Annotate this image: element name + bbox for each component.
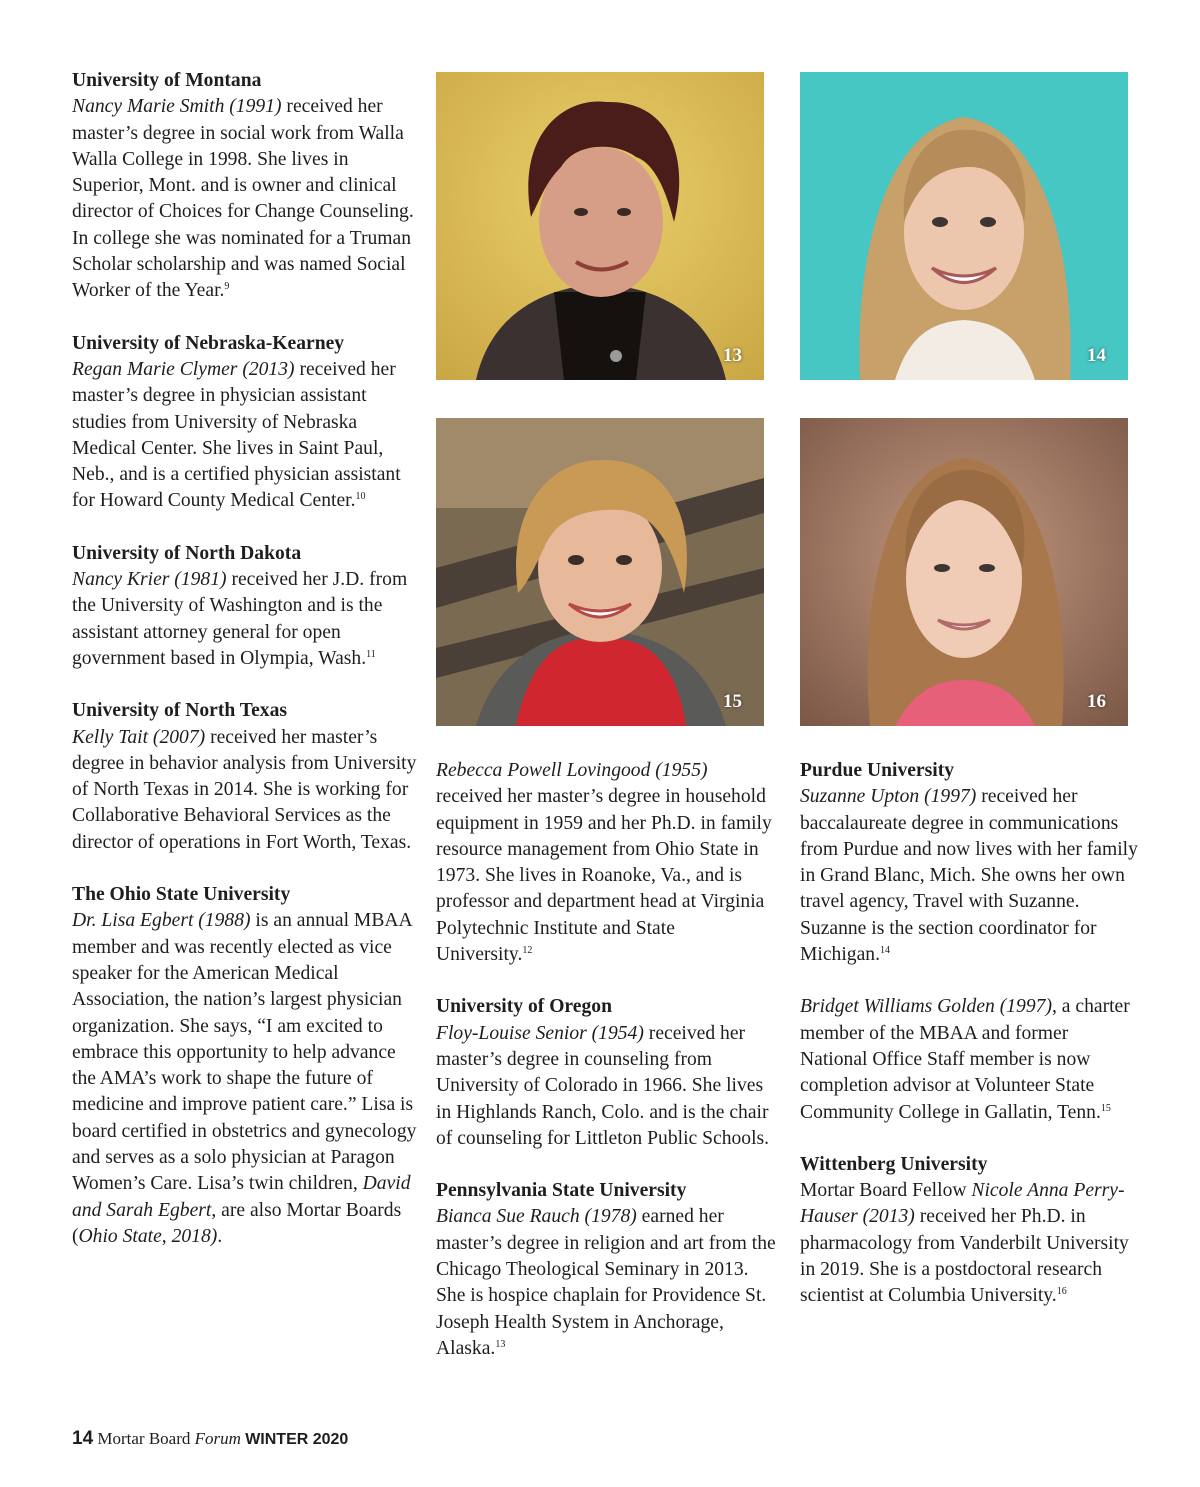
column-right <box>800 758 1140 1336</box>
photo-14 <box>800 72 1128 380</box>
entry-text: received her master’s degree in physician assistant studies from University of Nebraska Medical Center. She lives in Saint Paul, Neb., and is a certified physician assistant for Howard County Medical Center. <box>72 358 401 512</box>
entry-heading: University of North Texas <box>72 700 287 722</box>
alumnus-name: Regan Marie Clymer (2013) <box>72 358 295 380</box>
alumnus-name: Floy-Louise Senior (1954) <box>436 1022 644 1044</box>
entry-prefix: Mortar Board Fellow <box>800 1180 972 1202</box>
entry-golden <box>800 994 1140 1125</box>
photo-number: 13 <box>723 345 742 366</box>
entry-heading: University of North Dakota <box>72 542 302 564</box>
footnote-ref: 15 <box>1100 1102 1111 1114</box>
entry-north-dakota <box>72 541 417 672</box>
entry-text: received her master’s degree in behavior analysis from University of North Texas in 2014. She is working for Collaborative Behavioral Services as the director of operations in Fort Worth, Texas. <box>72 726 417 853</box>
entry-oregon <box>436 994 776 1152</box>
photo-13 <box>436 72 764 380</box>
photo-number: 15 <box>723 691 742 712</box>
footnote-ref: 10 <box>355 491 366 503</box>
photo-number: 16 <box>1087 691 1106 712</box>
column-middle <box>436 758 776 1388</box>
entry-text: , are also Mortar Boards ( <box>72 1199 402 1247</box>
portrait-image <box>436 418 764 726</box>
footnote-ref: 14 <box>880 945 890 957</box>
entry-text: . <box>217 1225 223 1247</box>
entry-heading: University of Oregon <box>436 996 612 1018</box>
entry-penn-state <box>436 1178 776 1362</box>
entry-text: , a charter member of the MBAA and former National Office Staff member is now completion advisor at Volunteer State Community College in Gallatin, Tenn. <box>800 996 1130 1123</box>
entry-wittenberg <box>800 1152 1140 1310</box>
entry-montana <box>72 68 417 305</box>
photo-number: 14 <box>1087 345 1106 366</box>
entry-ohio-state <box>72 882 417 1250</box>
alumnus-name: Bianca Sue Rauch (1978) <box>436 1206 637 1228</box>
alumnus-name: Rebecca Powell Lovingood (1955) <box>436 760 708 781</box>
alumnus-name: Suzanne Upton (1997) <box>800 786 977 808</box>
entry-text: received her master’s degree in social work from Walla Walla College in 1998. She lives in Superior, Mont. and is owner and clinical director of Choices for Change Counseling. In college she was nominated for a Truman Scholar scholarship and was named Social Worker of the Year. <box>72 96 414 302</box>
photo-16 <box>800 418 1128 726</box>
entry-text: received her Ph.D. in pharmacology from Vanderbilt University in 2019. She is a postdoctoral research scientist at Columbia University. <box>800 1206 1129 1307</box>
entry-text: received her master’s degree in counseling from University of Colorado in 1966. She lives in Highlands Ranch, Colo. and is the chair of counseling for Littleton Public Schools. <box>436 1022 770 1149</box>
entry-heading: Purdue University <box>800 760 955 781</box>
children-names: David and Sarah Egbert <box>72 1173 411 1221</box>
entry-text: received her master’s degree in household equipment in 1959 and her Ph.D. in family resource management from Ohio State in 1973. She lives in Roanoke, Va., and is professor and department head at Virginia Polytechnic Institute and State University. <box>436 786 772 966</box>
entry-text: earned her master’s degree in religion and art from the Chicago Theological Seminary in 2013. She is hospice chaplain for Providence St. Joseph Health System in Anchorage, Alaska. <box>436 1206 776 1359</box>
portrait-image <box>800 418 1128 726</box>
footnote-ref: 9 <box>224 281 230 293</box>
alumnus-name: Nancy Marie Smith (1991) <box>72 96 282 118</box>
alumnus-name: Dr. Lisa Egbert (1988) <box>72 910 251 932</box>
entry-heading: University of Nebraska-Kearney <box>72 332 345 354</box>
alumnus-name: Nancy Krier (1981) <box>72 569 227 591</box>
children-school: Ohio State, 2018) <box>78 1225 218 1247</box>
entry-text: received her J.D. from the University of Washington and is the assistant attorney general for open government based in Olympia, Wash. <box>72 569 408 669</box>
entry-purdue <box>800 758 1140 968</box>
page-number: 14 <box>72 1428 94 1449</box>
alumnus-name: Kelly Tait (2007) <box>72 726 206 748</box>
entry-heading: Pennsylvania State University <box>436 1180 687 1202</box>
footnote-ref: 16 <box>1056 1286 1067 1298</box>
alumnus-name: Bridget Williams Golden (1997) <box>800 996 1052 1018</box>
entry-heading: University of Montana <box>72 70 262 91</box>
entry-heading: Wittenberg University <box>800 1153 988 1175</box>
entry-lovingood <box>436 758 776 968</box>
footnote-ref: 13 <box>495 1338 506 1350</box>
portrait-image <box>800 72 1128 380</box>
publication-name: Mortar Board <box>97 1429 191 1448</box>
column-left <box>72 68 417 1276</box>
entry-text: is an annual MBAA member and was recently elected as vice speaker for the American Medical Association, the nation’s largest physician organization. She says, “I am excited to embrace this opportunity to help advance the AMA’s work to shape the future of medicine and improve patient care.” Lisa is board certified in obstetrics and gynecology and serves as a solo physician at Paragon Women’s Care. Lisa’s twin children, <box>72 910 417 1195</box>
page-footer <box>72 1428 348 1450</box>
photo-15 <box>436 418 764 726</box>
entry-text: received her baccalaureate degree in communications from Purdue and now lives with her family in Grand Blanc, Mich. She owns her own travel agency, Travel with Suzanne. Suzanne is the section coordinator for Michigan. <box>800 786 1138 966</box>
entry-nebraska-kearney <box>72 331 417 515</box>
footnote-ref: 12 <box>522 945 533 957</box>
alumnus-name: Nicole Anna Perry-Hauser (2013) <box>800 1180 1125 1228</box>
footnote-ref: 11 <box>366 648 376 660</box>
entry-north-texas <box>72 698 417 856</box>
portrait-image <box>436 72 764 380</box>
issue-season: WINTER 2020 <box>245 1431 349 1448</box>
publication-forum: Forum <box>194 1429 241 1448</box>
entry-heading: The Ohio State University <box>72 884 291 906</box>
